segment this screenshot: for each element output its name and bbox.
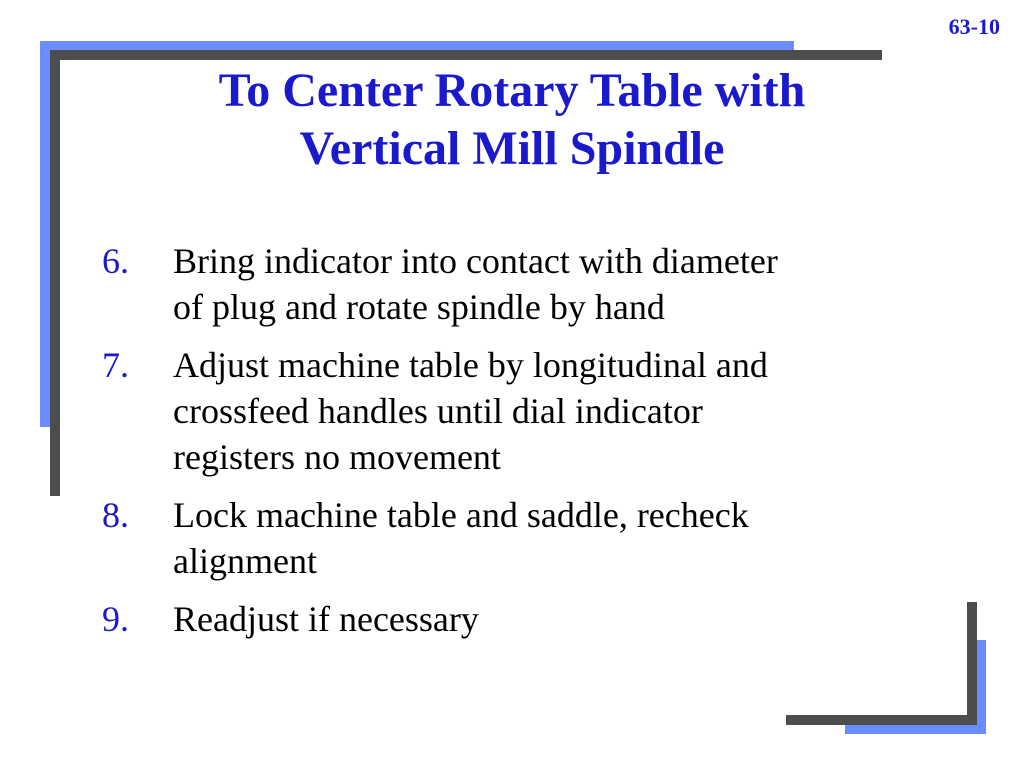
step-item	[102, 596, 962, 642]
step-item	[102, 342, 962, 480]
step-text-line: of plug and rotate spindle by hand	[173, 287, 665, 327]
step-item	[102, 492, 962, 584]
step-text-line: crossfeed handles until dial indicator	[173, 391, 703, 431]
frame-bottom-right-blue-horizontal	[845, 724, 986, 734]
step-text-line: Readjust if necessary	[173, 599, 479, 639]
step-text-line: Adjust machine table by longitudinal and	[173, 345, 768, 385]
slide-title-line: Vertical Mill Spindle	[299, 122, 725, 175]
step-item	[102, 238, 962, 330]
frame-bottom-right-dark-horizontal	[786, 715, 977, 725]
frame-bottom-right-blue-vertical	[976, 640, 986, 734]
frame-top-left-blue-vertical	[40, 41, 50, 427]
step-text-line: Bring indicator into contact with diameter	[173, 241, 778, 281]
step-text-line: alignment	[173, 541, 317, 581]
slide-title	[60, 62, 964, 178]
frame-top-left-dark-vertical	[50, 50, 60, 496]
step-number: 9.	[102, 599, 129, 639]
step-text	[173, 596, 962, 642]
step-text-line: Lock machine table and saddle, recheck	[173, 495, 749, 535]
step-text	[173, 238, 962, 330]
page-number: 63-10	[948, 14, 1000, 39]
slide-title-line: To Center Rotary Table with	[218, 64, 806, 117]
frame-top-left-dark-horizontal	[50, 50, 882, 60]
step-number: 6.	[102, 241, 129, 281]
step-number: 7.	[102, 345, 129, 385]
step-text	[173, 342, 962, 480]
steps-list	[102, 238, 962, 654]
step-number: 8.	[102, 495, 129, 535]
step-text-line: registers no movement	[173, 437, 501, 477]
frame-bottom-right-dark-vertical	[967, 602, 977, 725]
step-text	[173, 492, 962, 584]
